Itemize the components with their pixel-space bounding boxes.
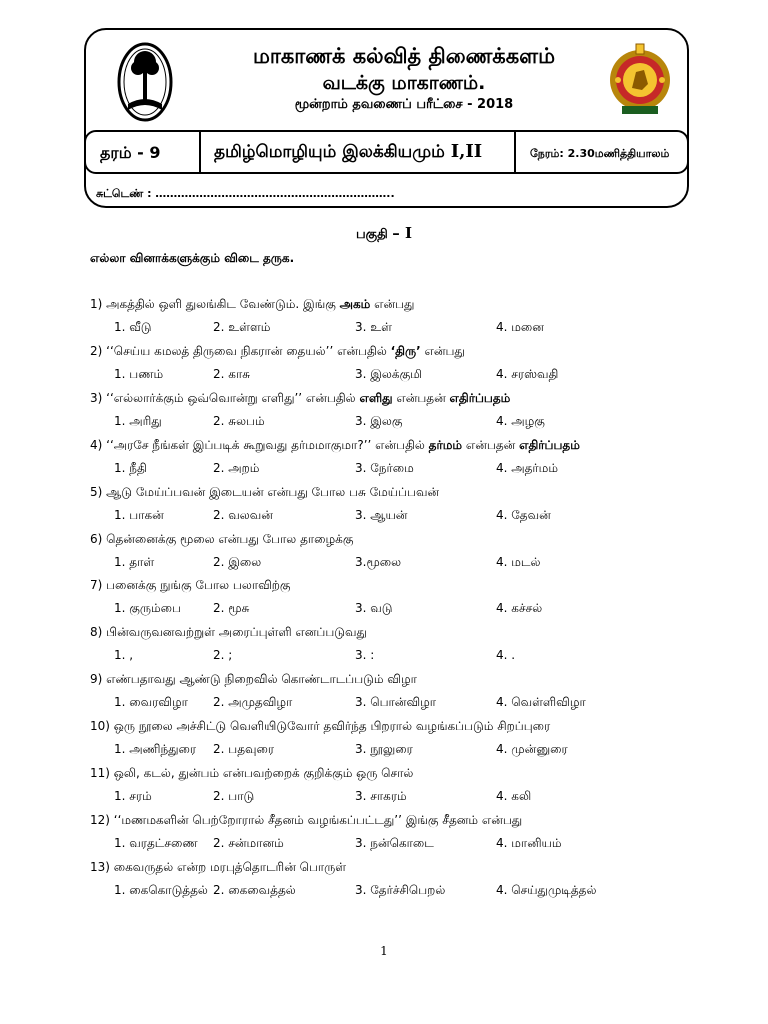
answer-option[interactable]: 4. அதர்மம் (496, 460, 558, 475)
answer-option[interactable]: 3. தேர்ச்சிபெறல் (355, 882, 446, 897)
question-fragment: என்பது (420, 343, 465, 358)
question-keyword: எளிது (359, 390, 393, 405)
answer-option[interactable]: 3. நன்கொடை (355, 835, 434, 850)
answer-option[interactable]: 4. கலி (496, 789, 532, 803)
answer-option[interactable]: 2. ; (213, 648, 233, 663)
answer-option[interactable]: 4. தேவன் (496, 507, 551, 522)
answer-option[interactable]: 1. வரதட்சணை (114, 835, 198, 850)
answer-option[interactable]: 2. மூசு (213, 601, 250, 616)
answer-option[interactable]: 1. குரும்பை (114, 601, 181, 616)
answer-option[interactable]: 2. பாடு (213, 789, 255, 803)
question-fragment: 8) பின்வருவனவற்றுள் அரைப்புள்ளி எனப்படுவது (90, 625, 367, 640)
answer-option[interactable]: 1. கைகொடுத்தல் (114, 882, 208, 897)
question-text (90, 625, 367, 641)
subject-parts: I,II (450, 141, 483, 162)
question-fragment: 10) ஒரு நூலை அச்சிட்டு வெளியிடுவோர் தவிர்ந்த பிறரால் வழங்கப்படும் சிறப்புரை (90, 719, 551, 734)
question-text (90, 860, 346, 876)
question-text (90, 297, 414, 313)
answer-option[interactable]: 4. முன்னுரை (496, 742, 568, 757)
answer-option[interactable]: 3. : (355, 648, 375, 663)
question-fragment: 12) ‘‘மணமகளின் பெற்றோரால் சீதனம் வழங்கப்பட்டது’’ இங்கு சீதனம் என்பது (90, 812, 523, 827)
answer-option[interactable]: 1. நீதி (114, 460, 147, 475)
question-text (90, 672, 417, 688)
question-text (90, 532, 353, 548)
index-number-field[interactable]: சுட்டெண் : ……………………………………………………….. (96, 187, 395, 200)
page-number: 1 (380, 944, 388, 958)
question-fragment: என்பதன் (462, 437, 520, 452)
answer-option[interactable]: 3. பொன்விழா (355, 695, 437, 710)
question-fragment: 5) ஆடு மேய்ப்பவன் இடையன் என்பது போல பசு மேய்ப்பவன் (90, 484, 440, 499)
answer-option[interactable]: 4. சரஸ்வதி (496, 366, 559, 381)
answer-option[interactable]: 3.மூலை (355, 554, 402, 569)
answer-option[interactable]: 1. வீடு (114, 320, 152, 334)
answer-option[interactable]: 1. அணிந்துரை (114, 742, 197, 757)
answer-option[interactable]: 4. கச்சல் (496, 601, 543, 616)
question-text (90, 766, 413, 782)
subject-title (214, 141, 482, 164)
question-text (90, 485, 439, 501)
question-text (90, 578, 291, 594)
answer-option[interactable]: 2. வலவன் (213, 507, 273, 522)
section-number: – I (392, 224, 413, 242)
question-text (90, 719, 550, 735)
question-fragment: 3) ‘‘எல்லார்க்கும் ஒவ்வொன்று எளிது’’ என்பதில் (90, 390, 360, 405)
answer-option[interactable]: 2. அமுதவிழா (213, 695, 293, 710)
answer-option[interactable]: 2. கைவைத்தல் (213, 882, 296, 897)
answer-option[interactable]: 4. வெள்ளிவிழா (496, 695, 586, 710)
divider (199, 130, 201, 174)
answer-option[interactable]: 4. மானியம் (496, 835, 562, 850)
answer-option[interactable]: 4. மனை (496, 320, 544, 334)
question-fragment: என்பது (370, 297, 415, 311)
answer-option[interactable]: 3. ஆயன் (355, 507, 408, 522)
instruction-text: எல்லா வினாக்களுக்கும் விடை தருக. (90, 251, 295, 265)
subject-name: தமிழ்மொழியும் இலக்கியமும் (214, 142, 445, 162)
answer-option[interactable]: 1. தாள் (114, 554, 155, 569)
answer-option[interactable]: 4. செய்துமுடித்தல் (496, 882, 597, 897)
question-keyword: அகம் (339, 297, 371, 311)
department-title: மாகாணக் கல்வித் திணைக்களம் (253, 44, 555, 68)
question-keyword: எதிர்ப்பதம் (449, 390, 511, 405)
exam-name: மூன்றாம் தவணைப் பரீட்சை - 2018 (294, 97, 514, 112)
question-fragment: 13) கைவருதல் என்ற மரபுத்தொடரின் பொருள் (90, 859, 347, 874)
answer-option[interactable]: 2. அறம் (213, 460, 260, 475)
answer-option[interactable]: 1. பாகன் (114, 507, 164, 522)
answer-option[interactable]: 2. பதவுரை (213, 742, 275, 757)
section-heading (0, 224, 768, 243)
answer-option[interactable]: 4. அழகு (496, 413, 545, 428)
answer-option[interactable]: 1. சரம் (114, 789, 152, 803)
question-keyword: தர்மம் (428, 437, 463, 452)
answer-option[interactable]: 2. உள்ளம் (213, 320, 271, 334)
question-keyword: எதிர்ப்பதம் (519, 437, 580, 452)
question-text (90, 438, 580, 454)
answer-option[interactable]: 3. இலக்குமி (355, 366, 422, 381)
section-label: பகுதி (355, 227, 388, 242)
answer-option[interactable]: 1. பணம் (114, 366, 164, 381)
question-text (90, 813, 522, 829)
answer-option[interactable]: 2. இலை (213, 554, 262, 569)
answer-option[interactable]: 2. சன்மானம் (213, 835, 284, 850)
answer-option[interactable]: 3. நூலுரை (355, 742, 413, 757)
answer-option[interactable]: 1. வைரவிழா (114, 695, 188, 710)
province-name: வடக்கு மாகாணம். (322, 72, 486, 94)
answer-option[interactable]: 1. , (114, 648, 134, 663)
question-fragment: 7) பனைக்கு நுங்கு போல பலாவிற்கு (90, 578, 291, 593)
question-fragment: 4) ‘‘அரசே நீங்கள் இப்படிக் கூறுவது தர்மமாகுமா?’’ என்பதில் (90, 437, 429, 452)
answer-option[interactable]: 3. வடு (355, 601, 393, 616)
question-text (90, 391, 510, 407)
answer-option[interactable]: 2. சுலபம் (213, 413, 265, 428)
answer-option[interactable]: 1. அரிது (114, 413, 162, 428)
answer-option[interactable]: 4. மடல் (496, 554, 541, 569)
exam-duration: நேரம்: 2.30மணித்தியாலம் (530, 147, 670, 160)
answer-option[interactable]: 3. இலகு (355, 413, 403, 428)
question-fragment: 9) எண்பதாவது ஆண்டு நிறைவில் கொண்டாடப்படும் விழா (90, 672, 417, 687)
question-fragment: 2) ‘‘செய்ய கமலத் திருவை நிகரான் தையல்’’ என்பதில் (90, 343, 391, 358)
answer-option[interactable]: 3. உள் (355, 320, 392, 334)
answer-option[interactable]: 4. . (496, 648, 516, 663)
question-fragment: 1) அகத்தில் ஒளி துலங்கிட வேண்டும். இங்கு (90, 297, 340, 311)
question-keyword: ‘திரு’ (390, 343, 421, 358)
answer-option[interactable]: 2. காசு (213, 366, 251, 381)
question-fragment: 11) ஒலி, கடல், துன்பம் என்பவற்றைக் குறிக்கும் ஒரு சொல் (90, 766, 414, 780)
question-fragment: 6) தென்னைக்கு மூலை என்பது போல தாழைக்கு (90, 531, 354, 546)
question-fragment: என்பதன் (392, 390, 450, 405)
divider (514, 130, 516, 174)
answer-option[interactable]: 3. சாகரம் (355, 789, 407, 803)
grade-label: தரம் - 9 (100, 143, 161, 162)
answer-option[interactable]: 3. நேர்மை (355, 460, 414, 475)
question-text (90, 344, 465, 360)
